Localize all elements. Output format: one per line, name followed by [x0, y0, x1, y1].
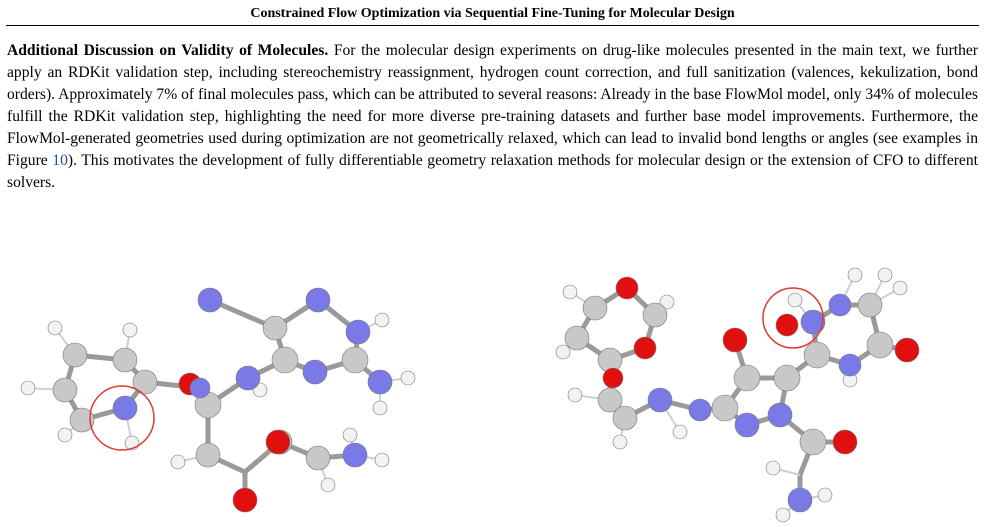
molecule-figure-right — [555, 260, 935, 525]
atoms-left — [21, 288, 415, 512]
molecule-left-render — [10, 260, 430, 525]
paragraph-heading: Additional Discussion on Validity of Molecules. — [7, 42, 329, 59]
header-rule — [6, 25, 979, 26]
bonds-right — [577, 288, 907, 500]
paragraph-text-2: ). This motivates the development of fully differentiable geometry relaxation methods for molecular design or the extension of CFO to different solvers. — [7, 152, 978, 191]
page-header — [0, 0, 985, 27]
molecule-right-render — [555, 260, 935, 525]
paragraph-text-1: For the molecular design experiments on drug-like molecules presented in the main text, we further apply an RDKit validation step, including stereochemistry reassignment, hydrogen count correction, and full sanitization (valences, kekulization, bond orders). Approximately 7% of final molecules pass, which can be attributed to several reasons: Already in the base FlowMol model, only 34% of molecules fulfill the RDKit validation step, highlighting the need for more diverse pre-training datasets and further base model improvements. Furthermore, the FlowMol-generated geometries used during optimization are not geometrically relaxed, which can lead to invalid bond lengths or angles (see examples in Figure — [7, 42, 979, 169]
figure-reference-link[interactable]: 10 — [52, 152, 68, 169]
running-title: Constrained Flow Optimization via Sequential Fine-Tuning for Molecular Design — [250, 6, 735, 21]
bonds-left — [65, 300, 380, 500]
body-paragraph — [7, 40, 978, 194]
molecule-figure-left — [10, 260, 430, 525]
